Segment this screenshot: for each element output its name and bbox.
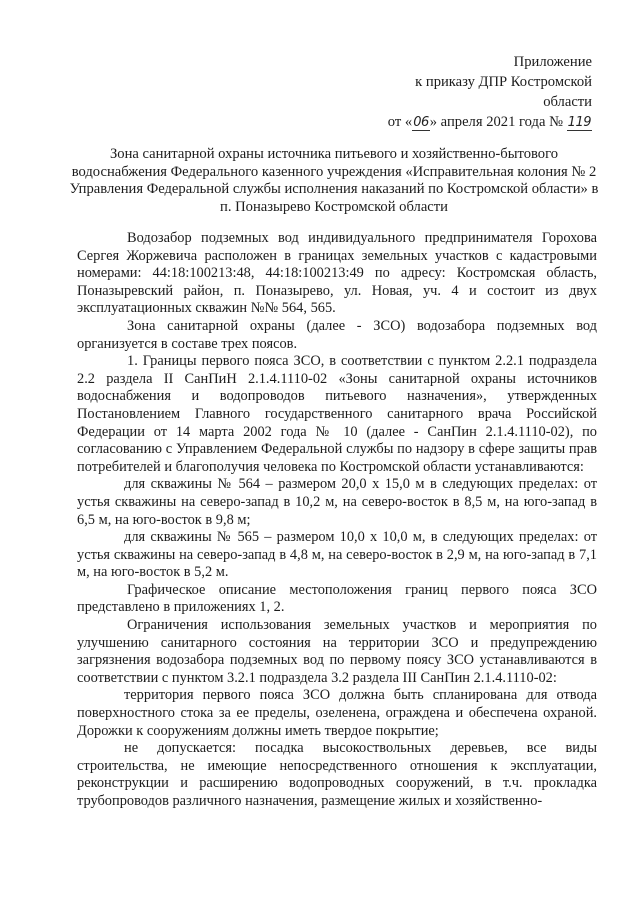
paragraph-prohibitions: не допускается: посадка высокоствольных деревьев, все виды строительства, не имеющие непосредственного отношения к эксплуатации, реконструкции и расширению водопроводных сооружений, в т.ч. прокладка трубопроводов различного назначения, размещение жилых и хозяйственно-	[77, 740, 597, 809]
paragraph-water-intake: Водозабор подземных вод индивидуального предпринимателя Горохова Сергея Жоржевича расположен в границах земельных участков с кадастровыми номерами: 44:18:100213:48, 44:18:100213:49 по адресу: Костромская область, Поназыревский район, п. Поназырево, ул. Новая, уч. 4 и состоит из двух эксплуатационных скважин №№ 564, 565.	[77, 230, 597, 317]
order-date-line	[352, 112, 592, 132]
date-day-handwritten: 06	[413, 115, 429, 130]
order-reference: к приказу ДПР Костромской	[415, 74, 592, 90]
appendix-label: Приложение	[513, 54, 592, 70]
date-suffix: » апреля 2021 года №	[429, 114, 564, 130]
paragraph-restrictions: Ограничения использования земельных участков и мероприятия по улучшению санитарного состояния на территории ЗСО и предупреждению загрязнения водозабора подземных вод по первому поясу ЗСО устанавливаются в соответствии с пунктом 3.2.1 подраздела 3.2 раздела III СанПин 2.1.4.1110-02:	[77, 617, 597, 686]
paragraph-well-565: для скважины № 565 – размером 10,0 х 10,0 м, в следующих пределах: от устья скважины на северо-запад в 4,8 м, на северо-восток в 2,9 м, на юго-запад в 7,1 м, на юго-восток в 5,2 м.	[77, 529, 597, 581]
document-title: Зона санитарной охраны источника питьевого и хозяйственно-бытового водоснабжения Федерального казенного учреждения «Исправительная колония № 2 Управления Федеральной службы исполнения наказаний по Костромской области» в п. Поназырево Костромской области	[69, 146, 599, 215]
region-label: области	[543, 94, 592, 110]
document-body	[77, 230, 597, 811]
paragraph-graphic-description: Графическое описание местоположения границ первого пояса ЗСО представлено в приложениях 1, 2.	[77, 581, 597, 616]
paragraph-zso-composition: Зона санитарной охраны (далее - ЗСО) водозабора подземных вод организуется в составе трех поясов.	[77, 317, 597, 352]
appendix-header	[352, 52, 592, 132]
paragraph-first-belt-boundaries: 1. Границы первого пояса ЗСО, в соответствии с пунктом 2.2.1 подраздела 2.2 раздела II СанПиН 2.1.4.1110-02 «Зоны санитарной охраны источников водоснабжения и водопроводов питьевого назначения», утвержденных Постановлением Главного государственного санитарного врача Российской Федерации от 14 марта 2002 года № 10 (далее - СанПин 2.1.4.1110-02), по согласованию с Управлением Федеральной службы по надзору в сфере защиты прав потребителей и благополучия человека по Костромской области устанавливаются:	[77, 353, 597, 475]
paragraph-well-564: для скважины № 564 – размером 20,0 х 15,0 м в следующих пределах: от устья скважины на северо-запад в 10,2 м, на северо-восток в 8,5 м, на юго-запад в 6,5 м, на юго-восток в 9,8 м;	[77, 476, 597, 528]
paragraph-territory-requirements: территория первого пояса ЗСО должна быть спланирована для отвода поверхностного стока за ее пределы, озеленена, ограждена и обеспечена охраной. Дорожки к сооружениям должны иметь твердое покрытие;	[77, 687, 597, 739]
date-prefix: от «	[387, 114, 413, 130]
order-number-handwritten: 119	[567, 115, 591, 130]
